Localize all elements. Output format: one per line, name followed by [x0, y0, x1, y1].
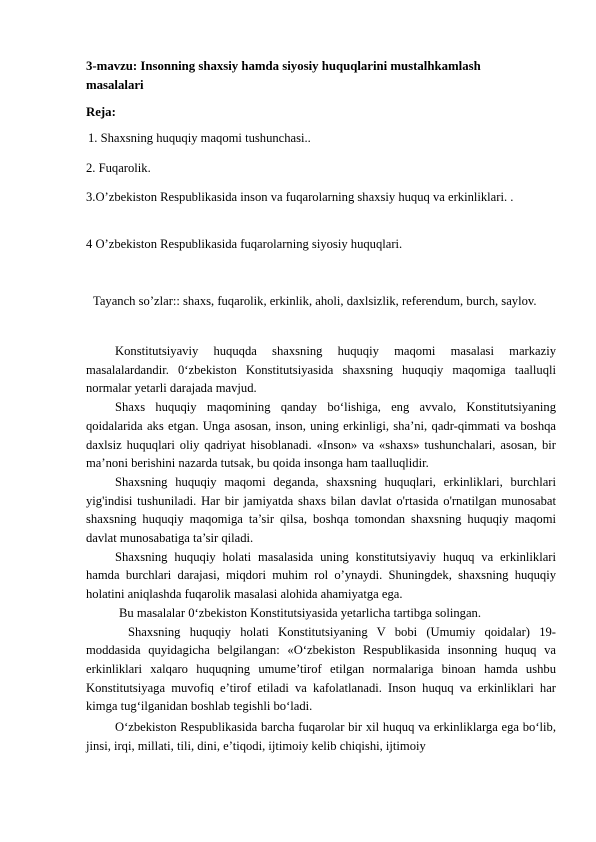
plan-item-2: 2. Fuqarolik. [86, 161, 151, 175]
paragraph: Shaxsning huquqiy holati Konstitutsiyaning V bobi (Umumiy qoidalar) 19-moddasida quyidagicha belgilangan: «O‘zbekiston Respublikasida insonning huquq va erkinliklari xalqaro huquqning umume’tirof etilgan normalariga binoan hamda ushbu Konstitutsiyaga muvofiq e’tirof etiladi va kafolatlanadi. Inson huquq va erkinliklari har kimga tug‘ilganidan boshlab tegishli bo‘ladi. [86, 624, 556, 714]
paragraph: Bu masalalar 0‘zbekiston Konstitutsiyasida yetarlicha tartibga solingan. [119, 605, 481, 620]
paragraph: Konstitutsiyaviy huquqda shaxsning huquqiy maqomi masalasi markaziy masalalardandir. 0‘zbekiston Konstitutsiyasida shaxsning huquqiy maqomiga taalluqli normalar yetarli darajada mavjud. [86, 344, 556, 396]
keywords-line: Tayanch so’zlar:: shaxs, fuqarolik, erkinlik, aholi, daxlsizlik, referendum, burch, saylov. [93, 294, 537, 308]
paragraph: Shaxsning huquqiy holati masalasida uning konstitutsiyaviy huquq va erkinliklari hamda burchlari darajasi, miqdori muhim rol o’ynaydi. Shuningdek, shaxsning huquqiy holatini aniqlashda fuqarolik masalasi alohida ahamiyatga ega. [86, 549, 556, 602]
plan-heading: Reja: [86, 105, 116, 119]
plan-item-1: 1. Shaxsning huquqiy maqomi tushunchasi.. [88, 131, 311, 145]
body-text [86, 342, 556, 755]
plan-item-4: 4 O’zbekiston Respublikasida fuqarolarning siyosiy huquqlari. [86, 237, 403, 251]
paragraph: Shaxs huquqiy maqomining qanday bo‘lishiga, eng avvalo, Konstitutsiyaning qoidalarida aks etgan. Unga asosan, inson, uning erkinligi, sha’ni, qadr-qimmati va boshqa daxlsiz huquqlari oliy qadriyat hisoblanadi. «Inson» va «shaxs» tushunchalari, asosan, bir ma’noni berishini nazarda tutsak, bu qoida insonga ham taalluqlidir. [86, 400, 556, 471]
plan-item-3: 3.O’zbekiston Respublikasida inson va fuqarolarning shaxsiy huquq va erkinliklari. . [86, 190, 514, 204]
paragraph: O‘zbekiston Respublikasida barcha fuqarolar bir xil huquq va erkinliklarga ega bo‘lib, jinsi, irqi, millati, tili, dini, e’tiqodi, ijtimoiy kelib chiqishi, ijtimoiy [86, 720, 556, 753]
paragraph: Shaxsning huquqiy maqomi deganda, shaxsning huquqlari, erkinliklari, burchlari yig'indisi tushuniladi. Har bir jamiyatda shaxs bilan davlat o'rtasida o'rnatilgan munosabat shaxsning huquqiy maqomiga ta’sir qilsa, boshqa tomondan shaxsning huquqiy maqomi davlat munosabatiga ta’sir qiladi. [86, 474, 556, 546]
document-title: 3-mavzu: Insonning shaxsiy hamda siyosiy huquqlarini mustalhkamlash masalalari [86, 59, 481, 92]
